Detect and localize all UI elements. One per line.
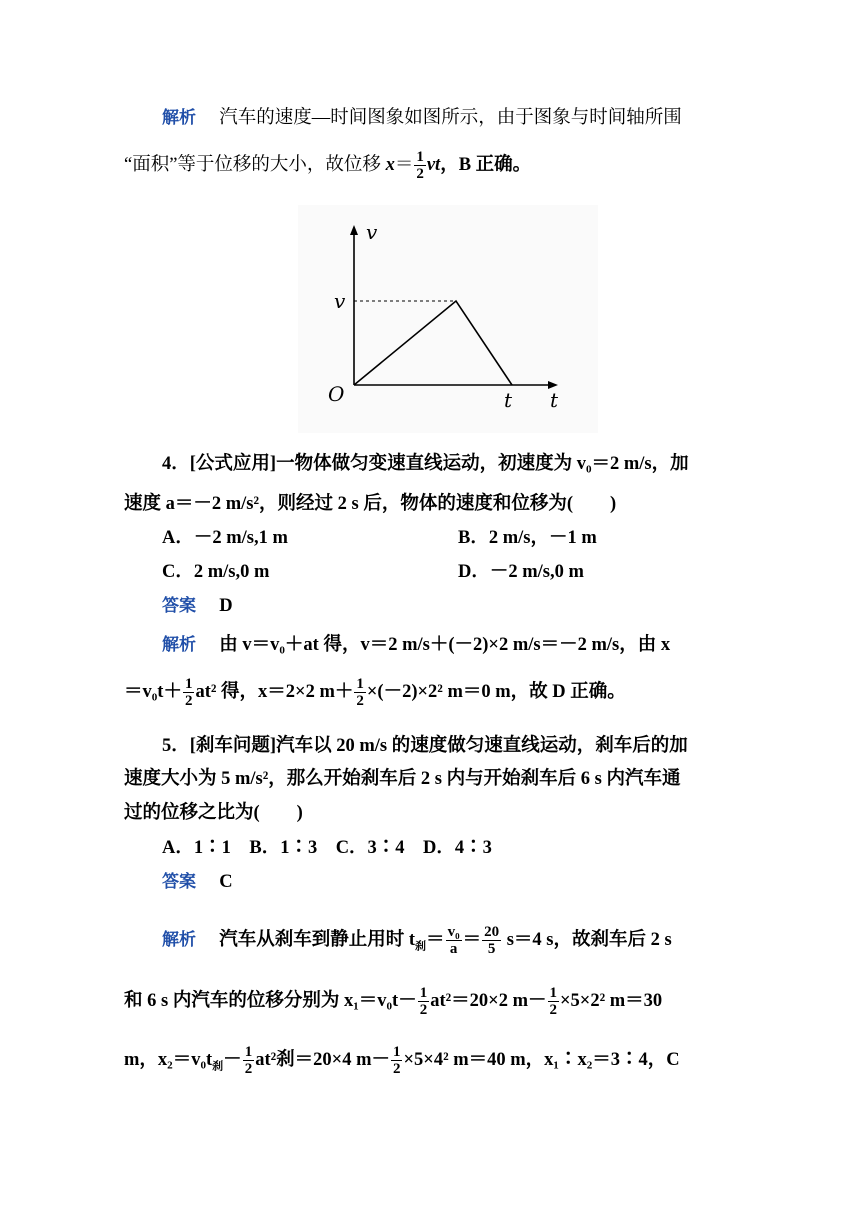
q4-line1 — [162, 452, 736, 476]
q5-sol-text2c: ×5×2² m＝30 — [560, 990, 663, 1011]
solution-tag: 解析 — [162, 929, 196, 950]
q5-solution-line3 — [124, 1044, 736, 1078]
equals: ＝ — [462, 929, 482, 950]
x-axis-label: t — [550, 388, 559, 412]
q5-solution-line2 — [124, 985, 736, 1018]
q5-sol-text2b: at²＝20×2 m－ — [430, 990, 547, 1011]
var-x: x — [385, 154, 395, 175]
q4-line2: 速度 a＝－2 m/s²，则经过 2 s 后，物体的速度和位移为( ) — [124, 494, 617, 514]
q5-line3: 过的位移之比为( ) — [124, 803, 303, 823]
fraction-20-over-5: $\frac{20}{5}$ — [484, 924, 500, 957]
sol3-line2 — [124, 149, 736, 182]
fraction-half: $\frac{1}{2}$ — [184, 676, 193, 709]
end-label: t — [504, 388, 513, 412]
q5-line1 — [162, 734, 736, 758]
q5-sol-text3c: at — [255, 1049, 271, 1070]
q4-number: 4． — [162, 454, 190, 474]
fraction-v0-over-a: $\frac{\text{v₀}}{a}$ — [447, 924, 460, 957]
answer-tag: 答案 — [162, 596, 196, 616]
q4-sol-text2a: ＝v₀t＋ — [124, 681, 182, 702]
sol3-text2e: ，B 正确。 — [440, 154, 532, 175]
q4-option-c: C．2 m/s,0 m — [162, 562, 270, 582]
velocity-time-graph — [298, 205, 598, 433]
q4-text1: [公式应用]一物体做匀变速直线运动，初速度为 v₀＝2 m/s，加 — [189, 454, 689, 474]
fraction-half: $\frac{1}{2}$ — [549, 985, 558, 1018]
q5-sol-text3d: ²刹＝20×4 m－ — [270, 1049, 390, 1070]
var-vt: vt — [426, 154, 441, 175]
fraction-half: $\frac{1}{2}$ — [419, 985, 428, 1018]
q5-line2: 速度大小为 5 m/s²，那么开始刹车后 2 s 内与开始刹车后 6 s 内汽车通 — [124, 769, 681, 789]
solution-tag: 解析 — [162, 108, 196, 128]
q4-answer — [162, 594, 736, 618]
sol3-text1: 汽车的速度—时间图象如图所示，由于图象与时间轴所围 — [219, 108, 682, 128]
answer-tag: 答案 — [162, 872, 196, 892]
q4-sol-text1: 由 v＝v₀＋at 得，v＝2 m/s＋(－2)×2 m/s＝－2 m/s，由 x — [219, 635, 671, 655]
equals: ＝ — [394, 154, 414, 175]
q5-answer — [162, 870, 736, 894]
fraction-half: $\frac{1}{2}$ — [392, 1044, 401, 1077]
sol3-text2a: “面积”等于位移的大小，故位移 — [124, 154, 381, 175]
solution-tag: 解析 — [162, 635, 196, 655]
origin-label: O — [328, 382, 345, 406]
q4-options-row1 — [162, 526, 736, 550]
q5-sol-text1d: s＝4 s，故刹车后 2 s — [502, 929, 672, 950]
q4-option-b: B．2 m/s，－1 m — [458, 528, 597, 548]
peak-label: v — [334, 289, 346, 313]
fraction-half: $\frac{1}{2}$ — [356, 676, 364, 709]
q5-sol-text3e: ×5×4² m＝40 m，x₁∶x₂＝3∶4，C — [403, 1049, 680, 1070]
q5-sub: 刹 — [212, 1060, 224, 1073]
q5-sol-text2a: 和 6 s 内汽车的位移分别为 x₁＝v₀t－ — [124, 990, 417, 1011]
fraction-half: $\frac{1}{2}$ — [244, 1044, 253, 1077]
q5-options: A．1∶1 B．1∶3 C．3∶4 D．4∶3 — [162, 838, 492, 858]
q4-sol-text2c: ×(－2)×2² m＝0 m，故 D 正确。 — [366, 681, 626, 702]
q4-option-a: A．－2 m/s,1 m — [162, 528, 288, 548]
q4-options-row2 — [162, 560, 736, 584]
q4-solution-line2 — [124, 676, 736, 709]
y-axis-label: v — [366, 220, 378, 244]
minus: － — [223, 1049, 242, 1070]
sol3-line1 — [162, 106, 736, 130]
q5-answer-value: C — [219, 872, 233, 892]
q5-sub: 刹 — [415, 940, 427, 953]
q4-sol-text2b: at² 得，x＝2×2 m＋ — [195, 681, 354, 702]
equals: ＝ — [426, 929, 445, 950]
q5-sol-text3a: m，x₂＝v₀t — [124, 1049, 213, 1070]
q5-solution-line1 — [162, 924, 736, 958]
q4-answer-value: D — [219, 596, 233, 616]
fraction-half: $\frac{1}{2}$ — [416, 149, 424, 182]
q4-option-d: D．－2 m/s,0 m — [458, 562, 584, 582]
q5-text1: [刹车问题]汽车以 20 m/s 的速度做匀速直线运动，刹车后的加 — [189, 736, 688, 756]
q4-solution-line1 — [162, 633, 736, 657]
q5-number: 5． — [162, 736, 190, 756]
q5-sol-text1a: 汽车从刹车到静止用时 t — [219, 929, 416, 950]
